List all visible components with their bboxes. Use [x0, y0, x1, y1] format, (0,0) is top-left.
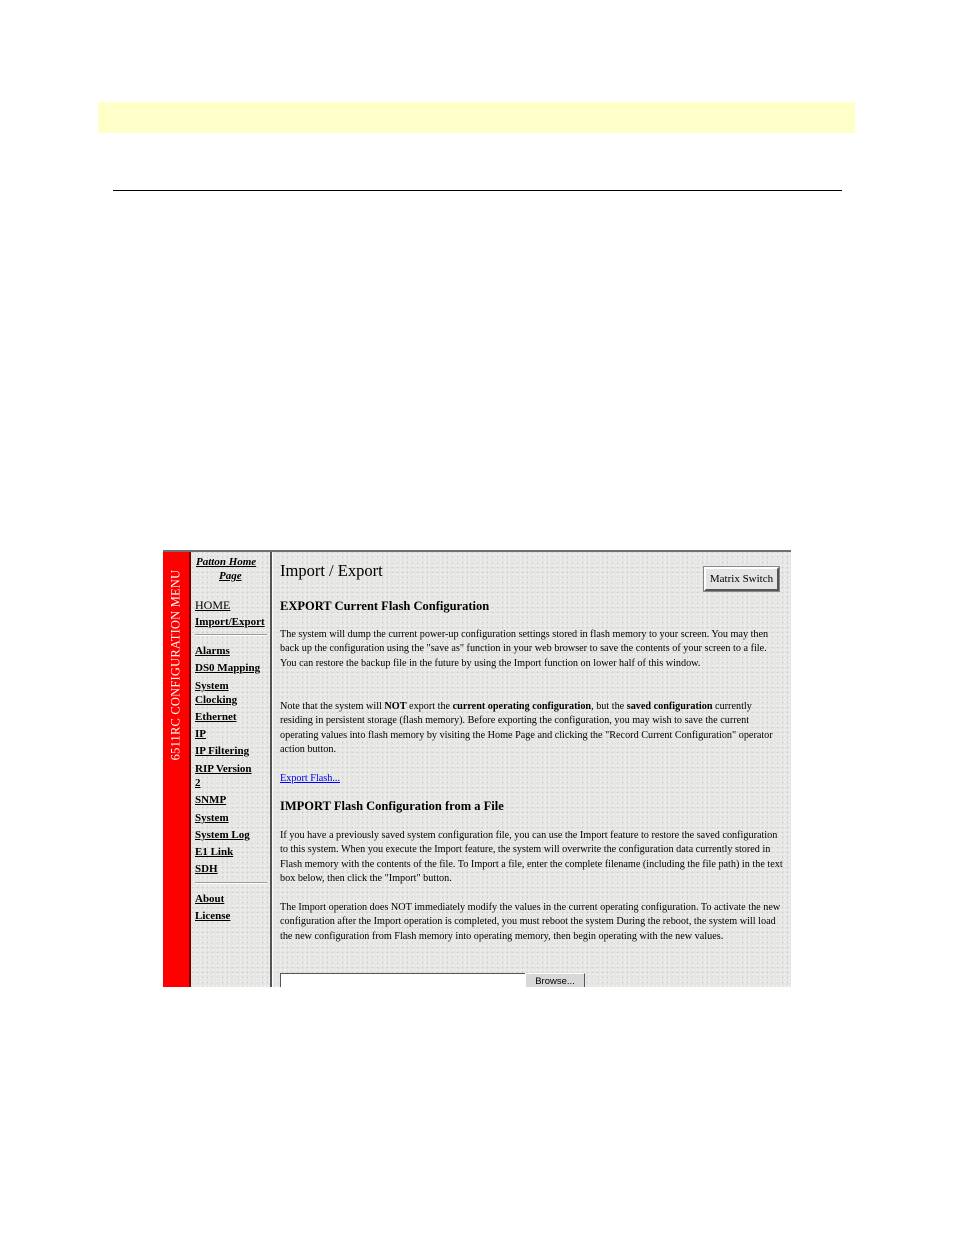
nav-e1-link[interactable]: E1 Link	[195, 846, 234, 858]
nav-ip-filtering[interactable]: IP Filtering	[195, 745, 250, 757]
nav-system-log[interactable]: System Log	[195, 829, 250, 841]
import-filename-input[interactable]	[280, 973, 526, 987]
matrix-switch-button[interactable]: Matrix Switch	[704, 567, 779, 591]
sidebar-nav	[191, 552, 270, 987]
nav-rip-version-line2[interactable]: 2	[195, 777, 201, 789]
nav-rip-version-line1[interactable]: RIP Version	[195, 763, 252, 775]
nav-sdh[interactable]: SDH	[195, 863, 218, 875]
browser-screenshot	[163, 550, 791, 987]
nav-system-clocking-line2[interactable]: Clocking	[195, 694, 238, 706]
page-title: Import / Export	[280, 561, 383, 580]
browse-button[interactable]: Browse...	[525, 973, 585, 987]
config-menu-bar	[163, 552, 189, 987]
header-highlight-band	[98, 102, 855, 133]
nav-system[interactable]: System	[195, 812, 229, 824]
import-description: If you have a previously saved system configuration file, you can use the Import feature to restore the saved configuration to this system. When you execute the Import feature, the system will overwrite the configuration data currently stored in Flash memory with the contents of the file. To Import a file, enter the complete filename (including the file path) in the text box below, then click the "Import" button.	[280, 830, 783, 884]
nav-snmp[interactable]: SNMP	[195, 794, 227, 806]
import-note: The Import operation does NOT immediately modify the values in the current operating configuration. To activate the new configuration after the Import operation is completed, you must reboot the system During the reboot, the system will load the new configuration from Flash memory into operating memory, then begin operating with the new values.	[280, 902, 781, 942]
header-rule	[113, 190, 842, 191]
config-menu-title: 6511RC CONFIGURATION MENU	[168, 569, 183, 761]
export-heading: EXPORT Current Flash Configuration	[280, 599, 490, 613]
nav-ethernet[interactable]: Ethernet	[195, 711, 237, 723]
nav-separator	[195, 882, 267, 884]
export-flash-link[interactable]: Export Flash...	[280, 773, 340, 784]
nav-ip[interactable]: IP	[195, 728, 206, 740]
nav-patton-home-page-line1[interactable]: Patton Home	[196, 556, 257, 568]
nav-alarms[interactable]: Alarms	[195, 645, 230, 657]
export-description: The system will dump the current power-up configuration settings stored in flash memory to your screen. You may then back up the configuration using the "save as" function in your web browser to save the contents of your screen to a file. You can restore the backup file in the future by using the Import function on lower half of this window.	[280, 629, 769, 669]
import-heading: IMPORT Flash Configuration from a File	[280, 799, 504, 813]
export-note: Note that the system will NOT export the current operating configuration, but the saved configuration currently residing in persistent storage (flash memory). Before exporting the configuration, you may wish to save the current operating values into flash memory by visiting the Home Page and clicking the "Record Current Configuration" operator action button.	[280, 701, 773, 755]
nav-about[interactable]: About	[195, 893, 225, 905]
nav-home[interactable]: HOME	[195, 598, 231, 612]
nav-separator	[195, 634, 267, 636]
nav-system-clocking-line1[interactable]: System	[195, 680, 229, 692]
frame-divider	[270, 552, 273, 987]
nav-import-export[interactable]: Import/Export	[195, 616, 265, 628]
main-content	[280, 552, 785, 987]
nav-ds0-mapping[interactable]: DS0 Mapping	[195, 662, 261, 674]
nav-patton-home-page-line2[interactable]: Page	[219, 570, 242, 582]
nav-license[interactable]: License	[195, 910, 231, 922]
